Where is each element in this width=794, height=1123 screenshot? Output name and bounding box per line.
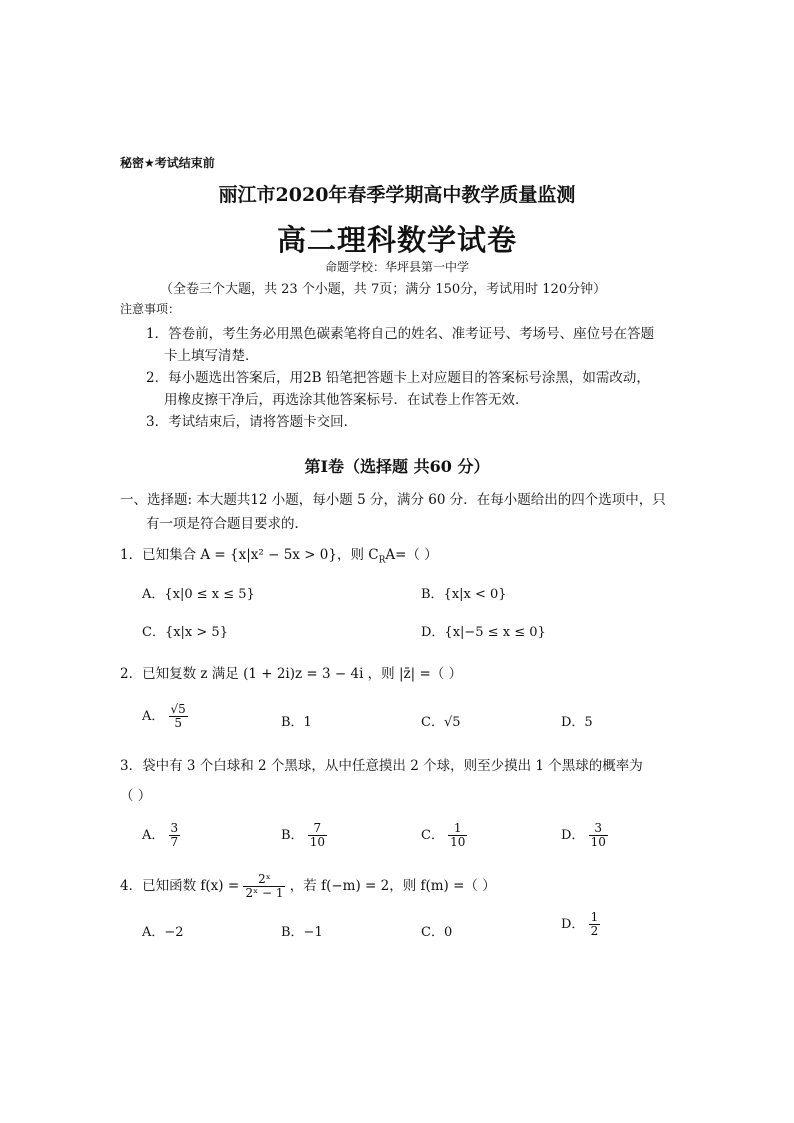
question-4-option-b: B．−1 (281, 925, 323, 940)
exam-info: （全卷三个大题，共 23 个小题，共 7页；满分 150分，考试用时 120分钟） (160, 282, 607, 297)
question-2-option-b: B．1 (281, 715, 312, 730)
question-1-option-d: D．{x|−5 ≤ x ≤ 0} (421, 625, 546, 640)
question-4-option-a: A．−2 (142, 925, 184, 940)
question-4-option-d: D． $\frac{1}{2}$ (561, 910, 599, 939)
question-3-option-b: B． $\frac{7}{10}$ (281, 821, 325, 850)
notice-heading: 注意事项： (120, 302, 181, 316)
notice-item-2-cont: 用橡皮擦干净后，再选涂其他答案标号．在试卷上作答无效． (164, 392, 529, 408)
question-2-option-c: C．√5 (421, 715, 461, 730)
question-2-option-d: D．5 (561, 715, 593, 730)
setter-school: 命题学校：华坪县第一中学 (324, 260, 469, 274)
exam-title: 丽江市2020年春季学期高中教学质量监测 (218, 184, 576, 206)
notice-item-1-cont: 卡上填写清楚． (164, 348, 259, 364)
section-instruction: 一、选择题: 本大题共12 小题，每小题 5 分，满分 60 分．在每小题给出的四个选项中，只 (120, 492, 666, 508)
question-3-option-d: D． $\frac{3}{10}$ (561, 821, 606, 850)
question-3-option-c: C． $\frac{1}{10}$ (421, 821, 466, 850)
section-instruction-cont: 有一项是符合题目要求的． (146, 516, 308, 532)
question-1-option-c: C．{x|x > 5} (142, 625, 228, 640)
question-3-option-a: A． $\frac{3}{7}$ (142, 821, 179, 850)
question-3-stem-cont: （ ） (120, 788, 152, 804)
question-1-option-a: A．{x|0 ≤ x ≤ 5} (142, 587, 255, 602)
notice-item-1: 1．答卷前，考生务必用黑色碳素笔将自己的姓名、准考证号、考场号、座位号在答题 (146, 326, 655, 342)
question-1-stem: 1．已知集合 A = {x|x² − 5x > 0}，则 $C_RA=$（ ） (120, 547, 438, 566)
question-2-option-a: A． $\frac{√5}{5}$ (142, 702, 186, 731)
notice-item-2: 2．每小题选出答案后，用2B 铅笔把答题卡上对应题目的答案标号涂黑，如需改动， (146, 370, 650, 386)
question-1-option-b: B．{x|x < 0} (421, 587, 507, 602)
question-2-stem: 2．已知复数 z 满足 (1 + 2i)z = 3 − 4i ，则 |z̄| =（ ） (120, 666, 463, 682)
question-4-option-c: C．0 (421, 925, 453, 940)
question-3-stem: 3．袋中有 3 个白球和 2 个黑球，从中任意摸出 2 个球，则至少摸出 1 个黑球的概率为 (120, 758, 643, 774)
confidential-mark: 秘密★考试结束前 (120, 156, 215, 170)
exam-subtitle: 高二理科数学试卷 (276, 223, 517, 257)
notice-item-3: 3．考试结束后，请将答题卡交回． (146, 414, 358, 430)
question-4-stem: 4．已知函数 f(x) = $\frac{\text{2ˣ}}{\text{2ˣ − 1}}$ ，若 f(−m) = 2，则 f(m) =（ ） (120, 872, 496, 901)
section-title: 第Ⅰ卷（选择题 共60 分） (304, 457, 490, 476)
